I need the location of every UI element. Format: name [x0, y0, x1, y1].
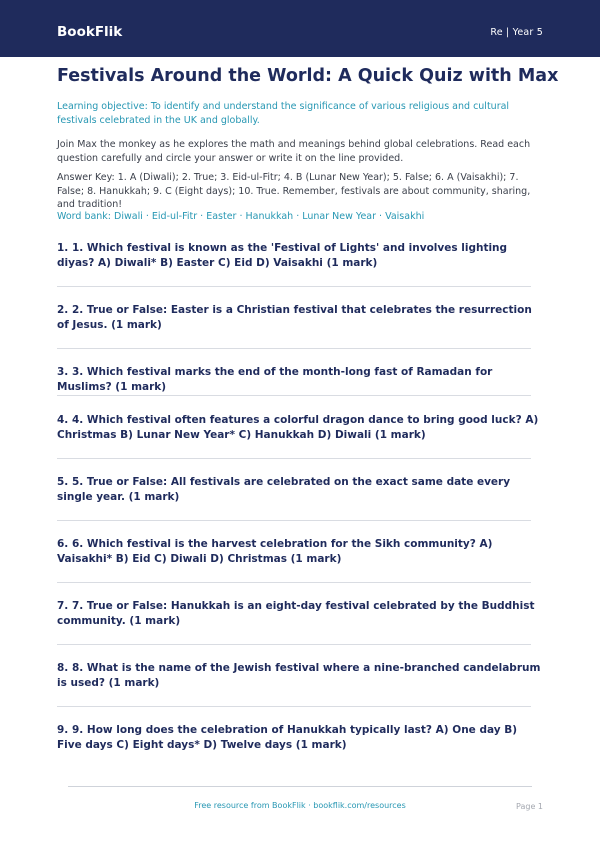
answer-key: Answer Key: 1. A (Diwali); 2. True; 3. Eid-ul-Fitr; 4. B (Lunar New Year); 5. False; 6. A (Vaisakhi); 7. False; 8. Hanukkah; 9. C (Eight days); 10. True. Remember, festivals are about community, sharing, and tradition! — [57, 172, 531, 210]
question-3: 3. 3. Which festival marks the end of the month-long fast of Ramadan for Muslims? (1 mark) — [57, 366, 493, 393]
question-4: 4. 4. Which festival often features a colorful dragon dance to bring good luck? A) Christmas B) Lunar New Year* C) Hanukkah D) Diwali (1 mark) — [57, 414, 539, 441]
answer-line-6[interactable] — [57, 582, 531, 583]
question-1: 1. 1. Which festival is known as the 'Festival of Lights' and involves lighting diyas? A) Diwali* B) Easter C) Eid D) Vaisakhi (1 mark) — [57, 242, 508, 269]
answer-line-7[interactable] — [57, 644, 531, 645]
header-bar — [0, 0, 600, 57]
learning-objective: Learning objective: To identify and understand the significance of various religious and cultural festivals celebrated in the UK and globally. — [57, 101, 510, 126]
question-9: 9. 9. How long does the celebration of Hanukkah typically last? A) One day B) Five days C) Eight days* D) Twelve days (1 mark) — [57, 724, 518, 751]
intro-text: Join Max the monkey as he explores the math and meanings behind global celebrations. Read each question carefully and circle your answer or write it on the line provided. — [57, 139, 531, 164]
brand-logo[interactable]: BookFlik — [57, 24, 123, 40]
grade-label: Re | Year 5 — [490, 27, 543, 38]
answer-line-8[interactable] — [57, 706, 531, 707]
question-6: 6. 6. Which festival is the harvest celebration for the Sikh community? A) Vaisakhi* B) Eid C) Diwali D) Christmas (1 mark) — [57, 538, 493, 565]
question-2: 2. 2. True or False: Easter is a Christian festival that celebrates the resurrection of Jesus. (1 mark) — [57, 304, 532, 331]
page-number: Page 1 — [516, 802, 543, 811]
question-8: 8. 8. What is the name of the Jewish festival where a nine-branched candelabrum is used? (1 mark) — [57, 662, 541, 689]
question-7: 7. 7. True or False: Hanukkah is an eight-day festival celebrated by the Buddhist community. (1 mark) — [57, 600, 535, 627]
page-title: Festivals Around the World: A Quick Quiz with Max — [57, 66, 559, 86]
question-5: 5. 5. True or False: All festivals are celebrated on the exact same date every single year. (1 mark) — [57, 476, 511, 503]
answer-line-5[interactable] — [57, 520, 531, 521]
answer-line-3[interactable] — [57, 395, 531, 396]
footer-divider — [68, 786, 532, 787]
answer-line-4[interactable] — [57, 458, 531, 459]
answer-line-2[interactable] — [57, 348, 531, 349]
word-bank: Word bank: Diwali · Eid-ul-Fitr · Easter · Hanukkah · Lunar New Year · Vaisakhi — [57, 211, 425, 222]
footer-resource-link[interactable]: Free resource from BookFlik · bookflik.com/resources — [194, 801, 406, 810]
answer-line-1[interactable] — [57, 286, 531, 287]
